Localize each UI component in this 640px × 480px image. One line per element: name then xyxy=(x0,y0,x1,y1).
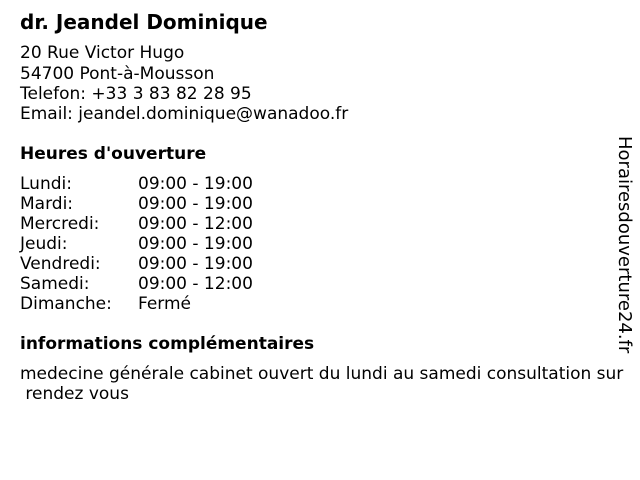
address-street: 20 Rue Victor Hugo xyxy=(20,43,185,63)
additional-info-heading: informations complémentaires xyxy=(20,334,315,354)
day-label: Jeudi: xyxy=(20,234,68,254)
day-hours: 09:00 - 19:00 xyxy=(138,234,253,254)
opening-hours-heading: Heures d'ouverture xyxy=(20,144,207,164)
day-hours: Fermé xyxy=(138,294,192,314)
day-hours: 09:00 - 12:00 xyxy=(138,274,253,294)
day-hours: 09:00 - 19:00 xyxy=(138,254,253,274)
phone-number: Telefon: +33 3 83 82 28 95 xyxy=(20,84,252,104)
day-label: Mardi: xyxy=(20,194,74,214)
day-label: Vendredi: xyxy=(20,254,101,274)
day-label: Dimanche: xyxy=(20,294,112,314)
day-label: Lundi: xyxy=(20,174,72,194)
additional-info-text: medecine générale cabinet ouvert du lundi au samedi consultation sur rendez vous xyxy=(20,364,624,404)
day-hours: 09:00 - 19:00 xyxy=(138,194,253,214)
practitioner-name: dr. Jeandel Dominique xyxy=(20,10,268,34)
day-label: Samedi: xyxy=(20,274,90,294)
day-hours: 09:00 - 12:00 xyxy=(138,214,253,234)
address-city: 54700 Pont-à-Mousson xyxy=(20,64,215,84)
day-hours: 09:00 - 19:00 xyxy=(138,174,253,194)
email-address: Email: jeandel.dominique@wanadoo.fr xyxy=(20,104,349,124)
source-watermark: Horairesdouverture24.fr xyxy=(614,136,635,354)
day-label: Mercredi: xyxy=(20,214,100,234)
